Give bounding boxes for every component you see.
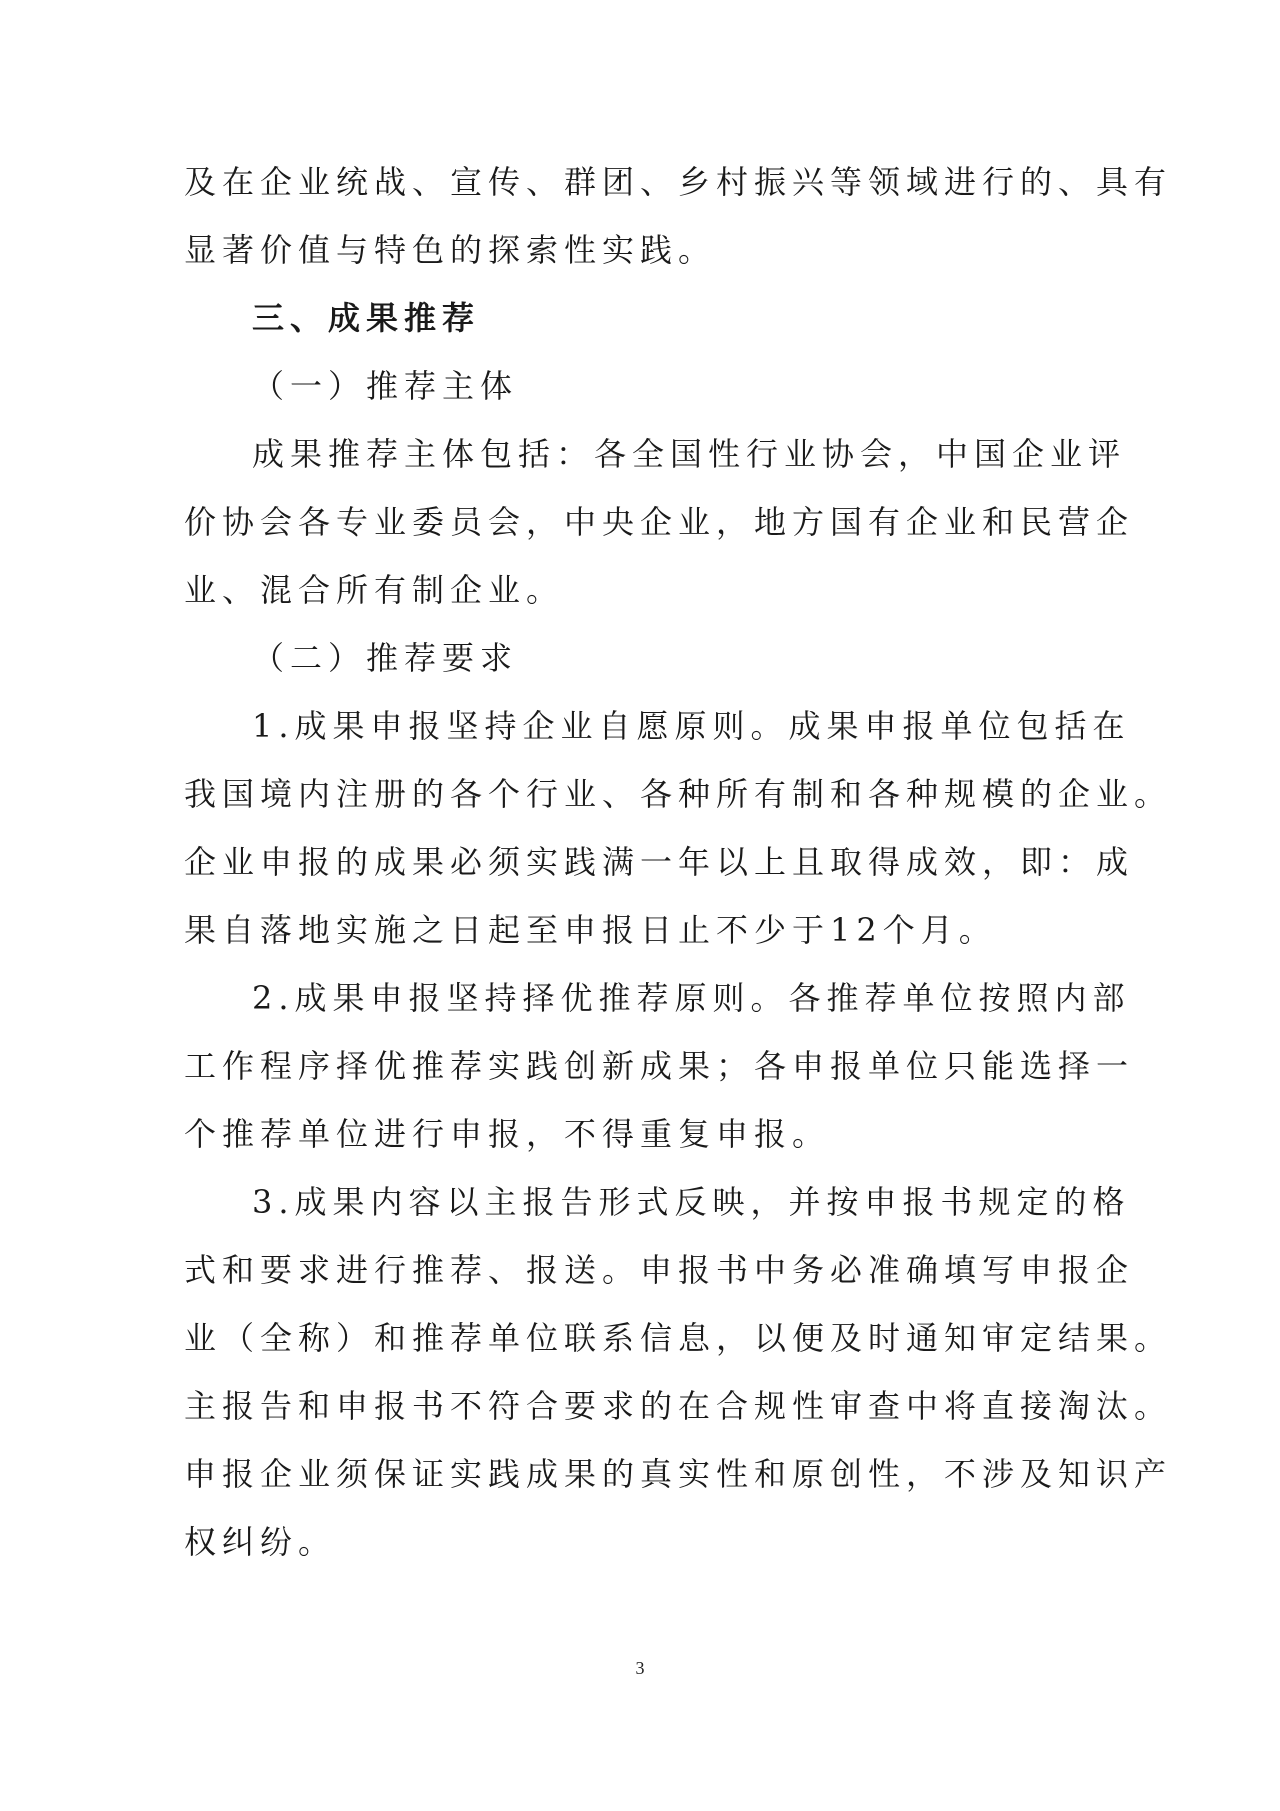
- paragraph-line: 3.成果内容以主报告形式反映，并按申报书规定的格: [252, 1183, 1131, 1221]
- page-number: 3: [635, 1658, 645, 1678]
- paragraph-line: 2.成果申报坚持择优推荐原则。各推荐单位按照内部: [252, 979, 1131, 1017]
- paragraph-line: 权纠纷。: [184, 1523, 337, 1561]
- section-heading: 三、成果推荐: [252, 299, 481, 337]
- paragraph-line: 企业申报的成果必须实践满一年以上且取得成效，即：成: [184, 843, 1135, 881]
- paragraph-line: 业、混合所有制企业。: [184, 571, 565, 609]
- subsection-heading: （二）推荐要求: [252, 639, 519, 677]
- paragraph-line: 价协会各专业委员会，中央企业，地方国有企业和民营企: [184, 503, 1135, 541]
- paragraph-line: 成果推荐主体包括：各全国性行业协会，中国企业评: [252, 435, 1127, 473]
- paragraph-line: 业（全称）和推荐单位联系信息，以便及时通知审定结果。: [184, 1319, 1173, 1357]
- subsection-heading: （一）推荐主体: [252, 367, 519, 405]
- paragraph-line: 式和要求进行推荐、报送。申报书中务必准确填写申报企: [184, 1251, 1135, 1289]
- paragraph-line: 果自落地实施之日起至申报日止不少于12个月。: [184, 911, 997, 949]
- paragraph-line: 申报企业须保证实践成果的真实性和原创性，不涉及知识产: [184, 1455, 1173, 1493]
- paragraph-line: 及在企业统战、宣传、群团、乡村振兴等领域进行的、具有: [184, 163, 1173, 201]
- paragraph-line: 我国境内注册的各个行业、各种所有制和各种规模的企业。: [184, 775, 1173, 813]
- paragraph-line: 个推荐单位进行申报，不得重复申报。: [184, 1115, 831, 1153]
- paragraph-line: 主报告和申报书不符合要求的在合规性审查中将直接淘汰。: [184, 1387, 1173, 1425]
- paragraph-line: 显著价值与特色的探索性实践。: [184, 231, 717, 269]
- paragraph-line: 1.成果申报坚持企业自愿原则。成果申报单位包括在: [252, 707, 1131, 745]
- paragraph-line: 工作程序择优推荐实践创新成果；各申报单位只能选择一: [184, 1047, 1135, 1085]
- document-body: [184, 148, 1173, 1576]
